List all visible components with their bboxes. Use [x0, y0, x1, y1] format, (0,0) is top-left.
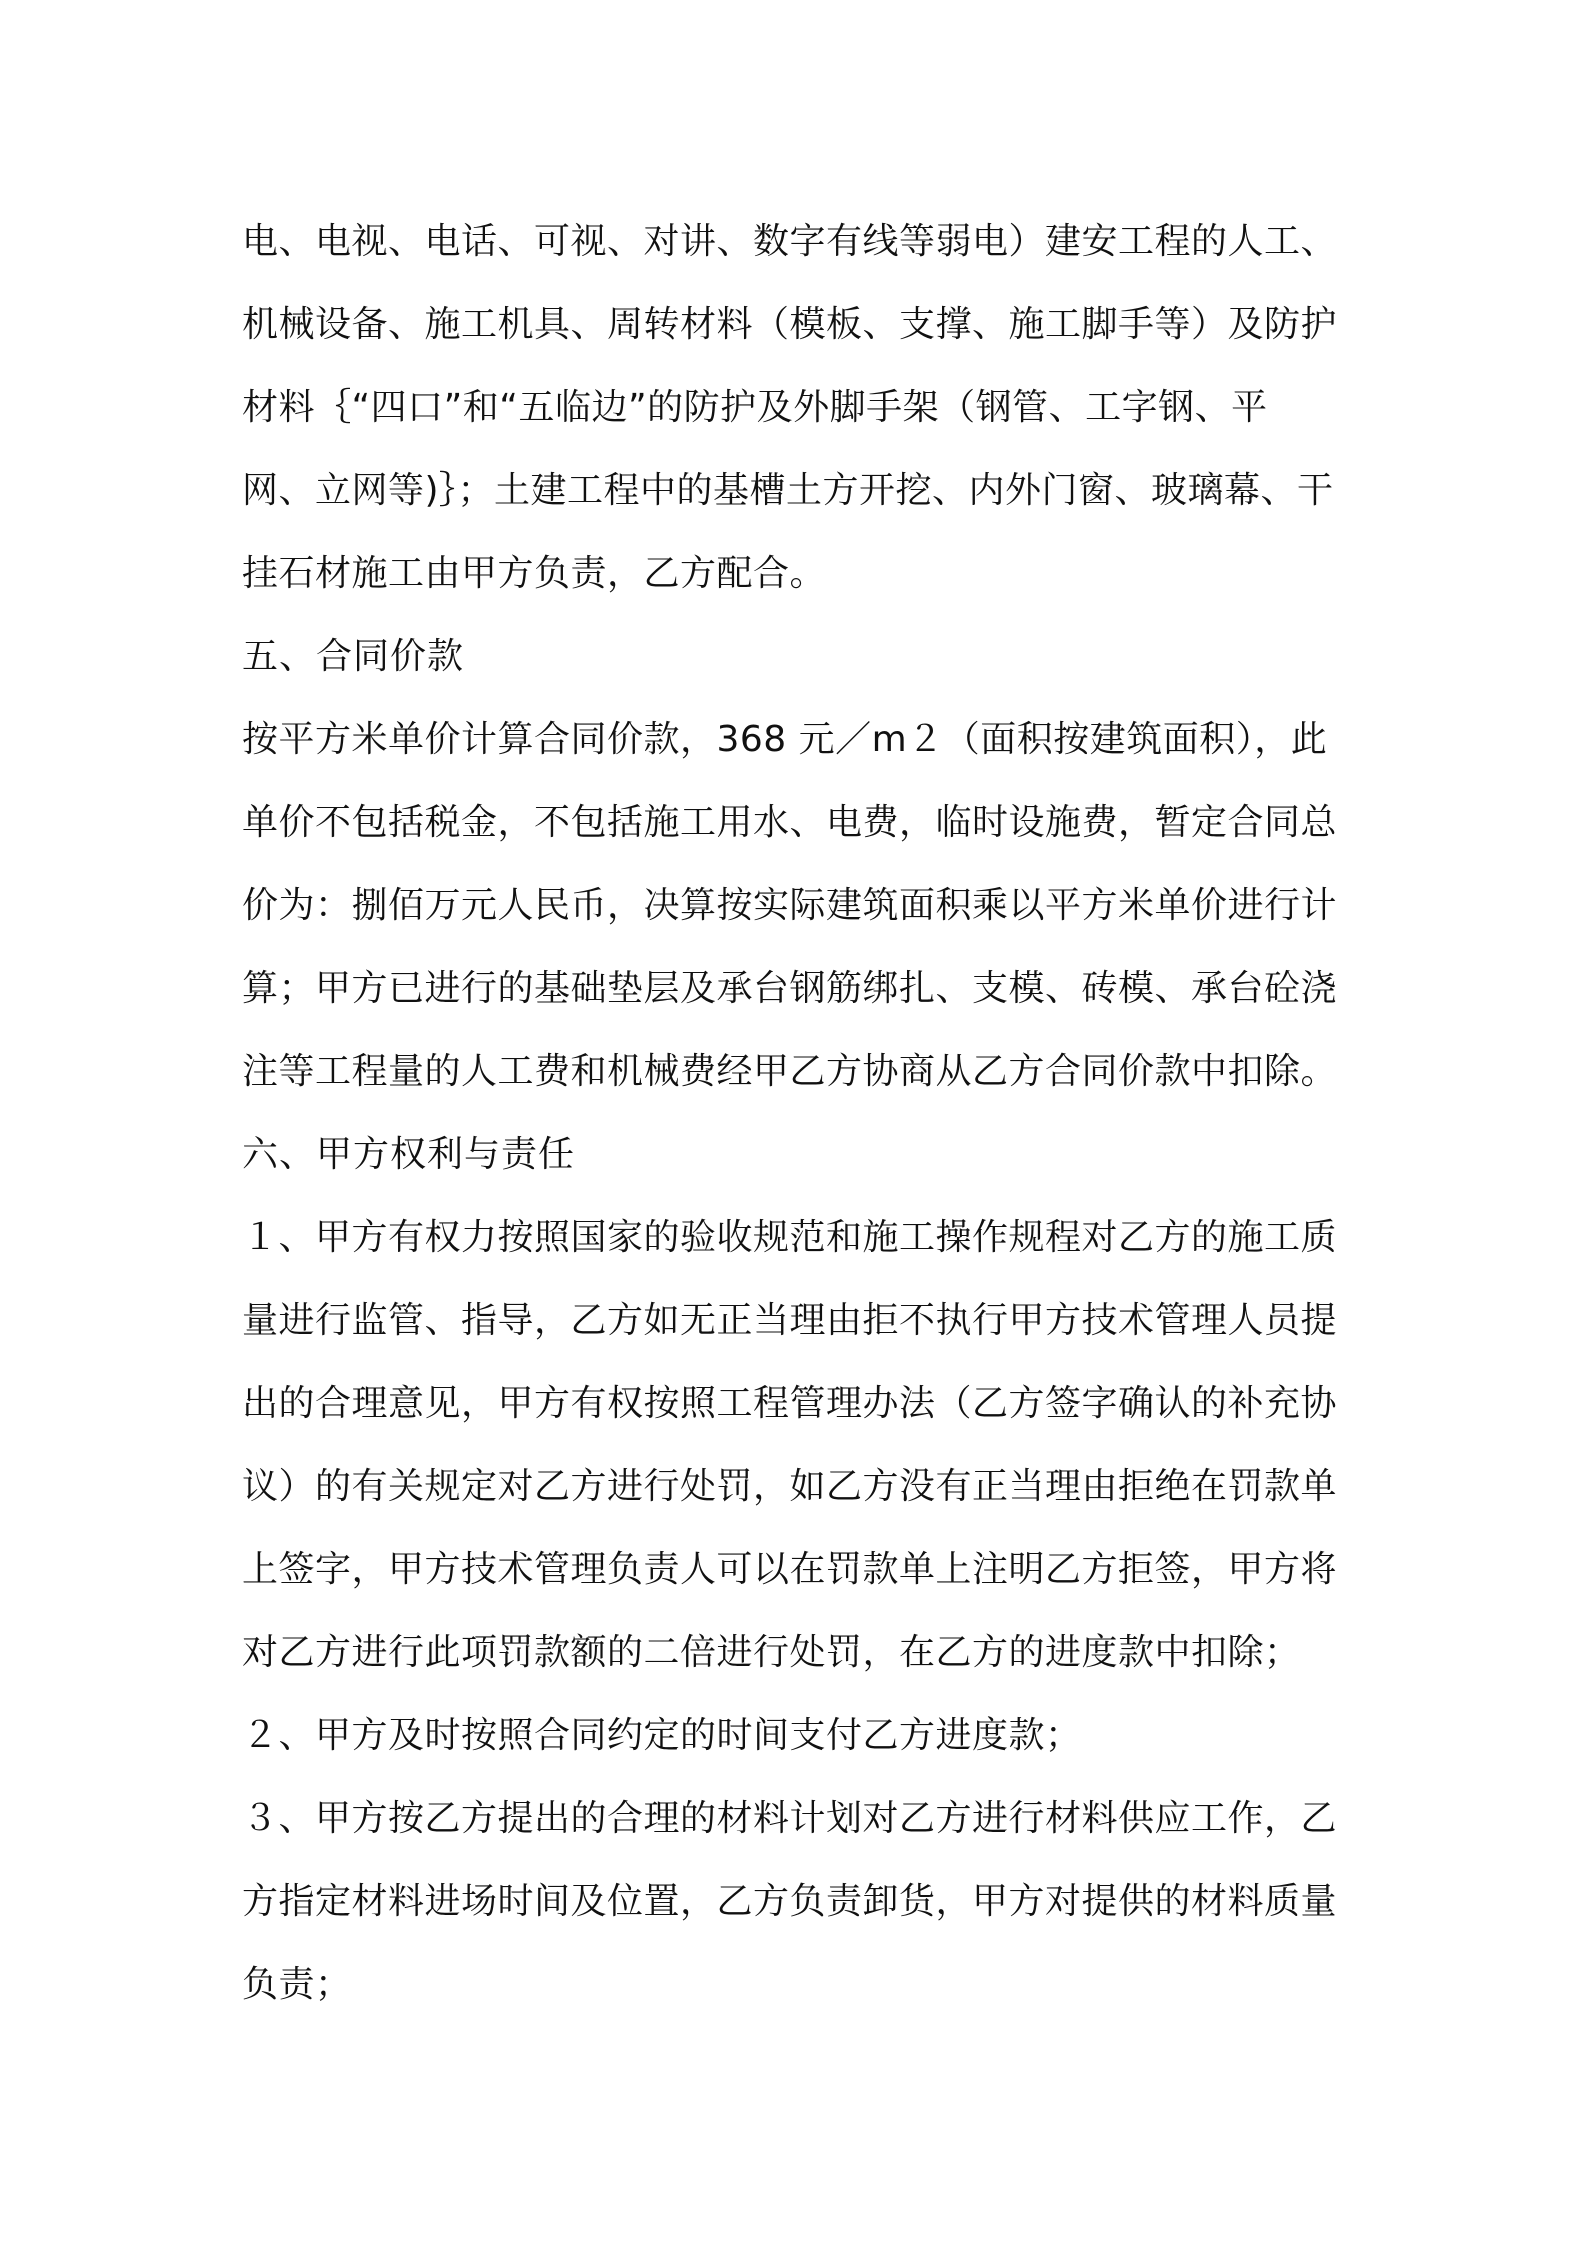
- text-line: 算；甲方已进行的基础垫层及承台钢筋绑扎、支模、砖模、承台砼浇: [242, 968, 1338, 1009]
- text-line: 对乙方进行此项罚款额的二倍进行处罚，在乙方的进度款中扣除；: [242, 1632, 1301, 1673]
- text-line: 价为：捌佰万元人民币，决算按实际建筑面积乘以平方米单价进行计: [242, 885, 1338, 926]
- section-heading-party-a-rights: 六、甲方权利与责任: [242, 1134, 576, 1175]
- text-line: 单价不包括税金，不包括施工用水、电费，临时设施费，暂定合同总: [242, 802, 1338, 843]
- text-line: １、甲方有权力按照国家的验收规范和施工操作规程对乙方的施工质: [242, 1217, 1338, 1258]
- text-line: 机械设备、施工机具、周转材料（模板、支撑、施工脚手等）及防护: [242, 304, 1338, 345]
- text-line: 按平方米单价计算合同价款，368 元／m２（面积按建筑面积），此: [242, 719, 1328, 760]
- text-line: 出的合理意见，甲方有权按照工程管理办法（乙方签字确认的补充协: [242, 1383, 1338, 1424]
- text-line: 挂石材施工由甲方负责，乙方配合。: [242, 553, 827, 594]
- text-line: 网、立网等)｝；土建工程中的基槽土方开挖、内外门窗、玻璃幕、干: [242, 470, 1334, 511]
- text-line: ３、甲方按乙方提出的合理的材料计划对乙方进行材料供应工作，乙: [242, 1798, 1338, 1839]
- text-line: ２、甲方及时按照合同约定的时间支付乙方进度款；: [242, 1715, 1082, 1756]
- text-line: 议）的有关规定对乙方进行处罚，如乙方没有正当理由拒绝在罚款单: [242, 1466, 1338, 1507]
- section-heading-contract-price: 五、合同价款: [242, 636, 465, 677]
- text-line: 材料｛“四口”和“五临边”的防护及外脚手架（钢管、工字钢、平: [242, 387, 1268, 428]
- text-line: 注等工程量的人工费和机械费经甲乙方协商从乙方合同价款中扣除。: [242, 1051, 1338, 1092]
- text-line: 方指定材料进场时间及位置，乙方负责卸货，甲方对提供的材料质量: [242, 1881, 1338, 1922]
- document-body: [242, 200, 1362, 2026]
- text-line: 量进行监管、指导，乙方如无正当理由拒不执行甲方技术管理人员提: [242, 1300, 1338, 1341]
- text-line: 上签字，甲方技术管理负责人可以在罚款单上注明乙方拒签，甲方将: [242, 1549, 1338, 1590]
- text-line: 电、电视、电话、可视、对讲、数字有线等弱电）建安工程的人工、: [242, 221, 1338, 262]
- text-line: 负责；: [242, 1964, 352, 2005]
